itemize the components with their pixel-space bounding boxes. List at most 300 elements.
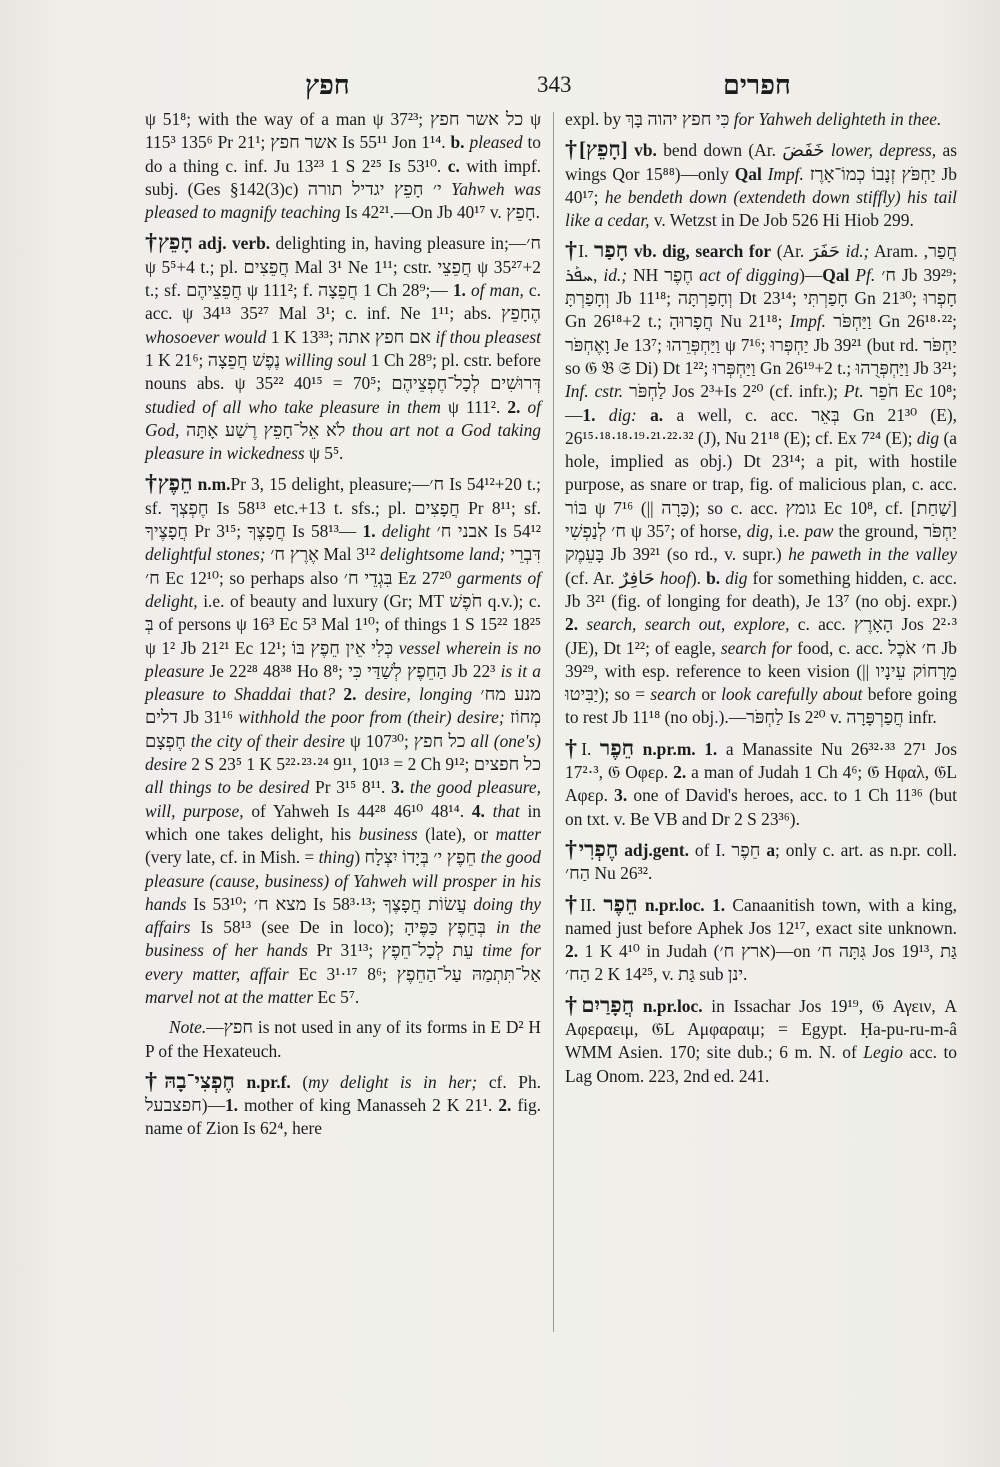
right-column xyxy=(565,108,957,1095)
text-run: ψ 5⁵. xyxy=(304,443,344,464)
hebrew-text: כָּרָה xyxy=(661,497,690,518)
hebrew-text: דְּרוּשִׁים לְכָל־חֶפְצֵיהֶם xyxy=(391,373,541,394)
text-run: ψ 111². xyxy=(440,396,508,417)
headword: חָפַר xyxy=(594,238,629,263)
hebrew-text: דִּבְרֵי ח׳ xyxy=(145,544,541,588)
bold-text: b. xyxy=(706,567,721,588)
text-run: Je 13⁷; xyxy=(609,334,667,355)
text-run: Gn 26¹⁸+2 t.; xyxy=(565,311,670,332)
hebrew-text: אשר חפץ xyxy=(270,132,338,153)
text-run: ); so = xyxy=(598,684,651,705)
italic-text: my delight is in her; xyxy=(308,1071,478,1092)
hebrew-text: מנע מח׳ דלים xyxy=(145,684,541,728)
bold-text: Qal xyxy=(822,264,850,285)
text-run: Ec 3¹·¹⁷ 8⁶; xyxy=(288,963,397,984)
hebrew-text: חֲפֵצֵיהֶם xyxy=(186,280,242,301)
text-run: Jb 22³ xyxy=(446,660,501,681)
italic-text: the good pleasure, will, purpose, xyxy=(145,777,541,821)
hebrew-text: גִּתָּה ח׳ xyxy=(817,941,866,962)
text-run: ( xyxy=(290,1071,309,1092)
text-run: in which one takes delight, his xyxy=(145,800,541,844)
text-run: Is 58¹³ etc.+13 t. sfs.; pl. xyxy=(208,497,415,518)
dagger-mark: † xyxy=(565,137,580,164)
italic-text: in the business of her hands xyxy=(145,917,541,961)
text-run: Ec 12¹⁰; so perhaps also xyxy=(159,567,344,588)
text-run: of Yahweh Is 44²⁸ 46¹⁰ 48¹⁴. xyxy=(243,800,472,821)
italic-text: Inf. cstr. xyxy=(565,381,624,402)
italic-text: he paweth in the valley xyxy=(788,544,957,565)
hebrew-text: ח׳ xyxy=(526,233,542,254)
text-run: Jos 2³+Is 2²⁰ (cf. infr.); xyxy=(666,381,844,402)
hebrew-text: חֲפֵצֵי xyxy=(437,256,472,277)
hebrew-text: בְּ xyxy=(145,614,154,635)
hebrew-text: חָפַרְתִּי xyxy=(803,288,848,309)
hebrew-text: حَفَرَ xyxy=(809,241,841,262)
italic-text: id.; xyxy=(845,241,870,262)
text-run: a man of Judah 1 Ch 4⁶; 𝔊 Ηφαλ, 𝔊L Αφερ. xyxy=(565,762,957,806)
text-run: mother of king Manasseh 2 K 21¹. xyxy=(238,1095,499,1116)
left-column xyxy=(145,108,541,1148)
text-run: of I. xyxy=(688,839,732,860)
text-run: Ez 27²⁰ xyxy=(392,567,458,588)
text-run: Jos 19¹³, xyxy=(865,941,941,962)
italic-text: of man, xyxy=(470,280,524,301)
hebrew-text: עֵת לְכָל־חֵפֶץ xyxy=(381,940,474,961)
entry-chepher-prloc xyxy=(565,893,957,987)
text-run: 1 Ch 28⁹;— xyxy=(357,280,453,301)
text-run: ) xyxy=(354,847,365,868)
dagger-mark: † xyxy=(145,1068,165,1095)
text-run: Gn 21³⁰ (E), 26¹⁵·¹⁸·¹⁸·¹⁹·²¹·²²·³² (J), Nu 21¹⁸ (E); cf. Ex 7²⁴ (E); xyxy=(565,404,957,448)
headword: חָפֵץ xyxy=(157,230,193,255)
bold-text: 1. xyxy=(582,404,596,425)
text-run: q.v.); c. xyxy=(482,590,541,611)
hebrew-text: גַּת xyxy=(678,964,696,985)
hebrew-text: בִּגְדֵי ח׳ xyxy=(343,567,393,588)
hebrew-text: خَفَضَ xyxy=(782,140,825,161)
italic-text: withhold the poor from (their) desire; xyxy=(238,707,505,728)
hebrew-text: וַיַּחְפְּרֵהוּ xyxy=(666,334,721,355)
italic-text: time for every matter, affair xyxy=(145,940,541,984)
italic-text: if thou pleasest xyxy=(435,326,541,347)
italic-text: that xyxy=(492,800,520,821)
hebrew-text: כִּי חפץ יהוה בָּךְ xyxy=(625,109,730,129)
text-run: Nu 26³². xyxy=(590,863,653,884)
text-run: Jb 31¹⁶ xyxy=(178,707,239,728)
italic-text: matter xyxy=(495,823,541,844)
text-run: ψ 35⁷; of horse, xyxy=(625,521,747,542)
italic-text: business xyxy=(358,823,418,844)
text-run: )—on xyxy=(770,941,818,962)
italic-text: Yahweh was pleased to magnify teaching xyxy=(145,178,541,223)
italic-text: vessel wherein is no pleasure xyxy=(145,637,541,681)
text-run: i.e. xyxy=(773,521,805,542)
text-run: Dt 23¹⁴; xyxy=(732,288,804,309)
text-run: 1 Ch 28⁹; pl. cstr. before nouns abs. ψ 35²² 40¹⁵ = 70⁵; xyxy=(145,349,541,394)
text-run: is not used in any of its forms in E D² H P of the Hexateuch. xyxy=(145,1017,541,1061)
text-run xyxy=(356,684,364,704)
hebrew-text: ח׳ xyxy=(611,521,626,542)
italic-text: Impf. xyxy=(767,163,804,184)
text-run: Mal 3¹² xyxy=(318,544,380,565)
hebrew-text: וָאֶחְפֹּר xyxy=(565,334,610,355)
hebrew-text: מְחוֹז חֶפְצָם xyxy=(145,707,541,751)
hebrew-text: ח׳ xyxy=(429,474,445,495)
text-run: . xyxy=(535,202,540,223)
hebrew-text: אם חפץ אתה xyxy=(338,326,431,347)
text-run: ψ 35²⁷+2 t.; sf. xyxy=(145,256,541,301)
text-run: Jb 39²⁹; xyxy=(896,264,957,285)
text-run xyxy=(345,420,352,440)
text-run xyxy=(634,739,643,759)
text-run: ψ 7¹⁶; xyxy=(720,334,771,355)
hebrew-text: כל חפצים xyxy=(473,754,541,775)
text-run: expl. by xyxy=(565,109,626,129)
text-run: bend down (Ar. xyxy=(656,140,783,161)
hebrew-text: כל חפץ xyxy=(413,730,466,751)
running-header xyxy=(140,70,860,106)
italic-text: Pt. xyxy=(843,381,864,402)
text-run: Is 2²⁰ v. xyxy=(783,707,847,728)
italic-text: dig xyxy=(916,427,940,448)
text-run: ψ 111²; f. xyxy=(241,280,319,301)
dagger-mark: † xyxy=(565,238,579,265)
entry-chephri xyxy=(565,838,957,886)
hebrew-text: חֲפֵצִים xyxy=(243,256,290,277)
entry-note xyxy=(145,1016,541,1063)
bold-text: adj.gent. xyxy=(624,839,689,860)
hebrew-text: הַחֵפֶץ לְשַׁדַּי כִּי xyxy=(348,660,447,681)
hebrew-text: בְּאֵר xyxy=(811,404,840,425)
hebrew-text: גַּת הַח׳ xyxy=(565,941,957,985)
headword: חֶפְצִי־בָהּ xyxy=(164,1068,235,1093)
text-run: so 𝔊 𝔅 𝔖 Di) Dt 1²²; xyxy=(565,357,713,378)
hebrew-text: בּוֹר xyxy=(565,497,588,518)
italic-text: willing soul xyxy=(284,349,367,370)
text-run: 1 K 13³³; xyxy=(266,326,339,347)
italic-text: dig xyxy=(725,567,748,588)
text-run: Aram. xyxy=(869,241,924,262)
bold-text: b. xyxy=(450,132,465,153)
hebrew-text: וַיַּחְפְּרוּ xyxy=(712,357,756,378)
text-run: NH xyxy=(627,264,665,285)
text-run: Gn 21³⁰; xyxy=(847,288,924,309)
text-run xyxy=(634,996,643,1016)
text-run: Is 58³·¹³; xyxy=(306,893,383,914)
text-run: . xyxy=(743,964,748,985)
italic-text: whosoever would xyxy=(145,326,267,347)
bold-text: vb. xyxy=(634,140,657,161)
hebrew-text: אבני ח׳ xyxy=(436,521,488,542)
column-divider xyxy=(553,112,554,1332)
hebrew-text: י׳ חָפֵץ יגדיל תורה xyxy=(307,178,442,199)
text-run: a well, c. acc. xyxy=(663,404,812,425)
text-run: Nu 21¹⁸; xyxy=(713,311,790,332)
hebrew-text: בְּחֵפֶץ כַּפֶּיהָ xyxy=(404,917,486,938)
hebrew-text: חֲפַר, ܚܦܰܪ xyxy=(565,241,957,285)
bold-text: 2. xyxy=(565,941,579,962)
text-run: Is 54¹²+20 t.; sf. xyxy=(145,474,541,518)
hebrew-text: חפץ xyxy=(223,1017,254,1038)
bold-text: 4. xyxy=(471,800,485,821)
text-run: for something hidden, c. acc. Jb 3²¹ (fig. of longing for death), Je 13⁷ (no obj. expr.) xyxy=(565,567,957,611)
hebrew-text: ח׳ אֹכֶל xyxy=(888,637,937,658)
entry-chapharayim xyxy=(565,994,957,1088)
header-left-word: חפץ xyxy=(305,70,350,100)
text-run: ψ 7¹⁶ (|| xyxy=(587,497,662,518)
hebrew-text: ח׳ xyxy=(881,264,897,285)
hebrew-text: וַיַּחְפֹּר xyxy=(833,311,872,332)
bold-text: 2. xyxy=(498,1095,512,1116)
text-run: Pr 3¹⁵ 8¹¹. xyxy=(309,777,392,798)
hebrew-text: מצא ח׳ xyxy=(253,893,307,914)
italic-text: search for xyxy=(720,637,792,658)
italic-text: look carefully about xyxy=(721,684,863,705)
dagger-mark: † xyxy=(565,735,582,762)
hebrew-text: אַל־תִּתְמַהּ עַל־הַחֵפֶץ xyxy=(396,963,541,984)
hebrew-text: אֶרֶץ ח׳ xyxy=(270,544,319,565)
text-run: , xyxy=(593,264,604,285)
hebrew-text: חֶפֶר xyxy=(664,264,694,285)
text-run: )— xyxy=(201,1095,225,1116)
text-run: 1 K 21⁶; xyxy=(145,349,208,370)
text-run: Is 53¹⁰; xyxy=(186,893,254,914)
text-run: or xyxy=(696,684,722,705)
text-run xyxy=(637,405,650,425)
hebrew-text: יַחְפֹּר בָּעֵמֶק xyxy=(565,521,957,565)
italic-text: of God, xyxy=(145,396,541,440)
text-run: 2 K 14²⁵, v. xyxy=(590,964,679,985)
text-run: — xyxy=(206,1017,224,1038)
hebrew-text: הֶחָפֵץ xyxy=(501,303,541,324)
text-run: Is 42²¹.—On Jb 40¹⁷ v. xyxy=(340,202,507,223)
hebrew-text: הַח׳ xyxy=(565,863,591,884)
text-run: ψ 51⁸; with the way of a man ψ 37²³; xyxy=(145,109,431,129)
text-run: (very late, cf. in Mish. = xyxy=(145,847,319,868)
italic-text: marvel not at the matter xyxy=(145,986,314,1007)
text-run: Is 58¹³— xyxy=(285,521,363,542)
headword: [חָפֵץ] xyxy=(579,137,628,162)
italic-text: Legio xyxy=(863,1042,903,1063)
bold-text: 1. xyxy=(224,1095,239,1116)
hebrew-text: עֲשׂוֹת חֲפָצֶךָ xyxy=(382,893,467,914)
text-run: (a hole, implied as obj.) Dt 23¹⁴; a pit, with hostile purpose, as snare or trap, fig. of malicious plan, c. acc. xyxy=(565,427,958,495)
italic-text: is it a pleasure to Shaddai that? xyxy=(145,660,541,705)
bold-text: 3. xyxy=(614,785,628,806)
text-run: i.e. of beauty and luxury (Gr; MT xyxy=(197,590,450,611)
hebrew-text: יַחְפֹּר xyxy=(923,334,957,355)
hebrew-text: יַחְפֹּץ זְנָבוֹ כְמוֹ־אָרֶז xyxy=(809,163,936,184)
hebrew-text: יַחְפְּרוּ xyxy=(770,334,809,355)
text-run xyxy=(638,895,645,915)
text-run: Is 54¹² xyxy=(487,521,541,542)
entry-chaphar-vb xyxy=(565,239,957,729)
italic-text: he bendeth down (extendeth down stiffly) his tail like a cedar, xyxy=(565,186,957,231)
text-run: Mal 3¹ Ne 1¹¹; cstr. xyxy=(289,256,438,277)
bold-text: a xyxy=(766,839,776,860)
bold-text: n.pr.m. 1. xyxy=(642,738,718,759)
hebrew-text: חֲפָרוּהָ xyxy=(669,311,714,332)
italic-text: delight xyxy=(381,521,431,542)
bold-text: 2. xyxy=(673,762,687,783)
text-run: Gn 26¹⁸·²²; xyxy=(871,311,957,332)
text-run: Je 22²⁸ 48³⁸ Ho 8⁸; xyxy=(204,660,349,681)
italic-text: thing xyxy=(318,847,355,868)
hebrew-text: חֵפֶר xyxy=(731,839,761,860)
hebrew-text: כְּלִי אֵין חֵפֶץ בּוֹ xyxy=(291,637,394,658)
header-right-word: חפרים xyxy=(723,70,791,100)
hebrew-text: וַיַּחְפְּרֻהוּ xyxy=(855,357,909,378)
hebrew-text: ינן xyxy=(727,964,744,985)
hebrew-text: ארץ ח׳ xyxy=(719,941,771,962)
hebrew-text: חֶפְצְךָ xyxy=(170,497,209,518)
text-run: the ground, xyxy=(833,521,924,542)
text-run xyxy=(486,917,496,937)
bold-text: 2. xyxy=(343,684,357,705)
dagger-mark: † xyxy=(145,471,158,498)
hebrew-text: חֹפֵר xyxy=(869,381,899,402)
text-run: one of David's heroes, acc. to 1 Ch 11³⁶ (but on txt. v. Be VB and Dr 2 S 23³⁶). xyxy=(565,785,958,829)
italic-text: delightful stones; xyxy=(145,544,266,565)
italic-text: id.; xyxy=(603,264,628,285)
text-run: as wings Qor 15⁸⁸)—only xyxy=(565,140,957,184)
bold-text: 1. xyxy=(362,521,376,542)
text-run: (late), or xyxy=(417,823,496,844)
italic-text: desire, longing xyxy=(364,684,473,705)
entry-chephtsi-bah xyxy=(145,1070,541,1141)
text-run: I. xyxy=(578,241,595,262)
italic-text: studied of all who take pleasure in them xyxy=(145,396,441,417)
hebrew-text: [שַׁחַת] לְנַפְשִׁי xyxy=(565,497,957,542)
text-run: delighting in, having pleasure in;— xyxy=(270,233,527,254)
bold-text: vb. dig, search for xyxy=(633,241,772,262)
bold-text: n.pr.f. xyxy=(246,1071,291,1092)
bold-text: adj. verb. xyxy=(198,233,271,254)
italic-text: delightsome land; xyxy=(380,544,506,565)
text-run: (cf. Ar. xyxy=(565,567,620,588)
text-run: of persons ψ 16³ Ec 5³ Mal 1¹⁰; of things 1 S 15²² 18²⁵ ψ 1² Jb 21²¹ Ec 12¹; xyxy=(145,614,541,658)
hebrew-text: חֲפָצִים xyxy=(414,497,460,518)
italic-text: lower, depress, xyxy=(830,140,937,161)
bold-text: 3. xyxy=(391,777,405,798)
text-run: I. xyxy=(581,738,600,759)
italic-text: all (one's) desire xyxy=(145,730,541,775)
italic-text: doing thy affairs xyxy=(145,893,541,938)
text-run: sub xyxy=(695,964,728,985)
italic-text: Note. xyxy=(169,1017,207,1038)
text-run: II. xyxy=(580,894,604,915)
italic-text: pleased xyxy=(469,132,523,153)
dagger-mark: † xyxy=(145,230,158,257)
hebrew-text: לַחְפֹּר xyxy=(628,381,667,402)
italic-text: search, search out, explore, xyxy=(586,614,790,635)
text-run: Jb 40¹⁷; xyxy=(565,163,957,207)
hebrew-text: חֵפֶץ י׳ בְּיָדוֹ יִצְלָח xyxy=(364,847,477,868)
hebrew-text: חֲפָצֶיךָ xyxy=(145,521,189,542)
entry-cont-r xyxy=(565,108,957,131)
hebrew-text: וְחָפַרְתָּ xyxy=(565,288,610,309)
text-run: Pr 8¹¹; sf. xyxy=(459,497,542,518)
italic-text: garments of delight, xyxy=(145,567,541,611)
text-run: with impf. subj. (Ges §142(3)c) xyxy=(145,155,541,199)
text-run: Pr 31¹³; xyxy=(307,940,382,961)
text-run: Jb 39²¹ (but rd. xyxy=(808,334,924,355)
italic-text: all things to be desired xyxy=(145,777,310,798)
text-run: v. Wetzst in De Job 526 Hi Hiob 299. xyxy=(649,210,914,231)
entry-chepher-prm xyxy=(565,737,957,831)
hebrew-text: חָפְרוּ xyxy=(923,288,957,309)
text-run: infr. xyxy=(903,707,937,728)
bold-text: 2. xyxy=(507,396,521,417)
text-run: Pr 3, 15 delight, pleasure;— xyxy=(230,474,430,495)
bold-text: n.pr.loc. xyxy=(642,995,703,1016)
bold-text: n.pr.loc. 1. xyxy=(644,894,726,915)
italic-text: the good pleasure (cause, business) of Yahweh will prosper in his hands xyxy=(145,847,541,914)
hebrew-text: חפצבעל xyxy=(145,1095,202,1116)
text-run xyxy=(595,405,608,425)
text-run: in Issachar Jos 19¹⁹, 𝔊 Αγειν, A Αφεραειμ, 𝔊L Αμφαραιμ; = Egypt. Ḥa-pu-ru-m-â WMM Asien. 170; site dub.; 6 m. N. of xyxy=(565,995,957,1063)
italic-text: dig: xyxy=(608,404,637,425)
headword: חֶפְרִי xyxy=(578,836,619,861)
text-run: to do a thing c. inf. Ju 13²³ 1 S 2²⁵ Is 53¹⁰. xyxy=(145,132,541,176)
text-run: Is 58¹³ (see De in loco); xyxy=(190,917,405,938)
hebrew-text: לֹא אֵל־חָפֵץ רֶשַׁע אָתָּה xyxy=(186,419,346,440)
bold-text: Qal xyxy=(734,163,762,184)
text-run: Jb 39²¹ (so rd., v. supr.) xyxy=(604,544,789,565)
hebrew-text: מֵרָחוֹק עֵינָיו יַבִּיטוּ xyxy=(565,660,957,705)
headword: חֵפֶר xyxy=(599,735,635,760)
entry-chaphets-adj xyxy=(145,231,541,465)
text-run: c. acc. xyxy=(789,614,854,635)
text-run: Jb 39²⁹, with esp. reference to keen vision (|| xyxy=(565,637,957,681)
text-run: )— xyxy=(799,264,823,285)
bold-text: 1. xyxy=(452,280,466,301)
hebrew-text: חָפֵץ xyxy=(506,202,536,223)
text-run: a Manassite Nu 26³²·³³ 27¹ Jos 17²·³, 𝔊 Οφερ. xyxy=(565,738,957,783)
hebrew-text: חֲפַרְפָּרָה xyxy=(846,707,904,728)
italic-text: hoof xyxy=(659,567,691,588)
text-run xyxy=(442,179,451,199)
italic-text: for Yahweh delighteth in thee. xyxy=(733,109,942,129)
text-run: Canaanitish town, with a king, named just before Aphek Jos 12¹⁷, exact site unknown. xyxy=(565,894,958,938)
text-run: food, c. acc. xyxy=(791,637,889,658)
hebrew-text: לַחְפֹּר xyxy=(746,707,784,728)
dagger-mark: † xyxy=(565,891,581,918)
text-run: ). xyxy=(690,567,707,588)
hebrew-text: נֶפֶשׁ חֲפֵצָה xyxy=(207,349,281,370)
text-run: 1 K 4¹⁰ in Judah ( xyxy=(578,941,720,962)
text-run: ; only c. art. as n.pr. coll. xyxy=(775,839,957,860)
hebrew-text: הָאָרֶץ xyxy=(853,614,894,635)
hebrew-text: חֲפֵצָה xyxy=(318,280,358,301)
bold-text: c. xyxy=(447,155,460,176)
text-run: before going to rest Jb 11¹⁸ (no obj.).— xyxy=(565,684,958,728)
text-run: Ec 10⁸;— xyxy=(565,381,957,425)
text-run: 2 S 23⁵ 1 K 5²²·²³·²⁴ 9¹¹, 10¹³ = 2 Ch 9¹²; xyxy=(186,754,474,775)
headword: חֲפָרַיִם xyxy=(581,992,635,1017)
text-run: Ec 5⁷. xyxy=(313,986,360,1007)
bold-text: 2. xyxy=(565,614,579,635)
hebrew-text: حَافِرٌ xyxy=(619,567,655,588)
headword: חֵפֶץ xyxy=(157,471,193,496)
text-run: ); so c. acc. xyxy=(689,497,786,518)
hebrew-text: חֹפֶשׁ xyxy=(449,590,483,611)
text-run: Gn 26¹⁹+2 t.; xyxy=(755,357,856,378)
text-run: Pr 3¹⁵; xyxy=(188,521,248,542)
hebrew-text: כל אשר חפץ xyxy=(430,109,524,129)
dagger-mark: † xyxy=(565,992,582,1019)
text-run: Is 55¹¹ Jon 1¹⁴. xyxy=(337,132,451,153)
